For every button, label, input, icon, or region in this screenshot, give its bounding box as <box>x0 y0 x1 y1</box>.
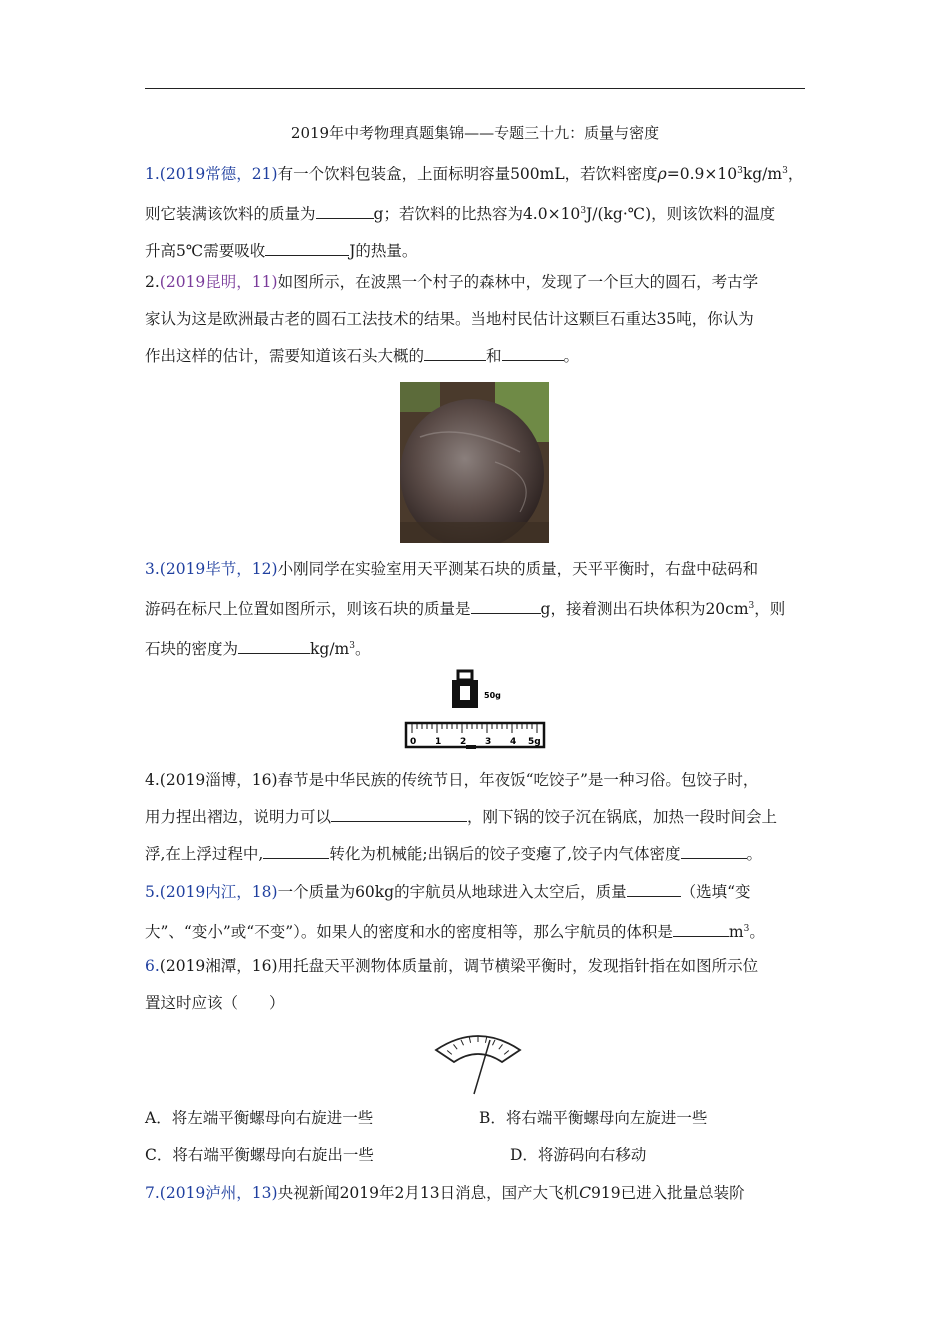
q4-number: 4. <box>145 771 160 789</box>
scale-label-0: 0 <box>410 737 417 747</box>
scale-label-3: 3 <box>485 737 492 747</box>
q1-source: (2019常德，21) <box>159 165 278 184</box>
question-4: 4.(2019淄博，16)春节是中华民族的传统节日，年夜饭“吃饺子”是一种习俗。包饺子时， 用力捏出褶边，说明力可以 ，刚下锅的饺子沉在锅底，加热一段时间会上 浮,在上浮过程中, 转化为机械能;出锅后的饺子变瘪了,饺子内气体密度 。 <box>145 771 778 863</box>
q6-source: (2019湘潭，16) <box>159 957 278 975</box>
q3-blank-mass[interactable] <box>471 599 541 614</box>
weight-label: 50g <box>484 691 501 700</box>
question-2: 2.(2019昆明，11)如图所示，在波黑一个村子的森林中，发现了一个巨大的圆石，考古学 家认为这是欧洲最古老的圆石工法技术的结果。当地村民估计这颗巨石重达35吨，你认为 作出这样的估计，需要知道该石头大概的 和 。 <box>145 273 759 365</box>
question-3: 3.(2019毕节，12)小刚同学在实验室用天平测某石块的质量，天平平衡时，右盘中砝码和 游码在标尺上位置如图所示，则该石块的质量是 g，接着测出石块体积为$20cm^3$，则 石块的密度为 $kg/m^3$。 <box>145 560 786 659</box>
question-5: 5.(2019内江，18)一个质量为60kg的宇航员从地球进入太空后，质量 （选填“变 大”、“变小”或“不变”）。如果人的密度和水的密度相等，那么宇航员的体积是 $m^3$。 <box>145 883 765 942</box>
scale-label-4: 4 <box>510 737 517 747</box>
q4-source: (2019淄博，16) <box>159 771 278 789</box>
q6-number: 6. <box>145 957 160 975</box>
scale-label-5: 5g <box>528 737 541 747</box>
q3-number: 3. <box>145 560 160 578</box>
dial-tick <box>453 1044 457 1049</box>
pointer-needle <box>474 1040 490 1094</box>
q4-blank-2[interactable] <box>263 844 329 859</box>
scale-label-2: 2 <box>460 737 467 747</box>
q1-number: 1. <box>145 165 160 184</box>
q4-blank-3[interactable] <box>681 844 747 859</box>
q3-blank-density[interactable] <box>238 639 310 654</box>
q2-number: 2. <box>145 273 160 291</box>
dial-tick <box>461 1040 464 1045</box>
q1-blank-mass[interactable] <box>316 204 374 219</box>
dial-tick <box>504 1051 509 1055</box>
option-c[interactable]: C．将右端平衡螺母向右旋出一些 <box>145 1146 374 1164</box>
weight-hook <box>458 671 472 680</box>
q2-source: (2019昆明，11) <box>159 273 278 291</box>
option-b[interactable]: B．将右端平衡螺母向左旋进一些 <box>479 1109 708 1127</box>
weight-and-scale-figure <box>400 668 550 752</box>
q2-blank-1[interactable] <box>424 346 486 361</box>
option-a[interactable]: A．将左端平衡螺母向右旋进一些 <box>145 1109 374 1127</box>
boulder-photo <box>400 382 549 543</box>
page-title: 2019年中考物理真题集锦——专题三十九：质量与密度 <box>290 124 660 142</box>
q5-source: (2019内江，18) <box>159 883 278 901</box>
q3-source: (2019毕节，12) <box>159 560 278 578</box>
balance-pointer-figure <box>432 1028 524 1096</box>
q7-source: (2019泸州，13) <box>159 1184 278 1202</box>
rider <box>466 745 476 749</box>
q7-number: 7. <box>145 1184 160 1202</box>
q5-blank-1[interactable] <box>627 882 681 897</box>
question-6: 6.(2019湘潭，16)用托盘天平测物体质量前，调节横梁平衡时，发现指针指在如图所示位 置这时应该（ ） <box>145 957 759 1012</box>
dial-tick <box>469 1037 470 1043</box>
scale-label-1: 1 <box>435 737 442 747</box>
question-7: 7.(2019泸州，13)央视新闻2019年2月13日消息，国产大飞机C919已进入批量总装阶 <box>145 1184 745 1202</box>
q5-blank-2[interactable] <box>673 922 729 937</box>
dial-tick <box>485 1037 486 1043</box>
header-rule <box>145 88 805 89</box>
dial-tick <box>447 1051 452 1055</box>
q2-blank-2[interactable] <box>502 346 564 361</box>
q4-blank-1[interactable] <box>331 807 467 822</box>
option-d[interactable]: D．将游码向右移动 <box>510 1146 647 1164</box>
dial-tick <box>499 1044 503 1049</box>
dial-tick <box>492 1040 495 1045</box>
q1-blank-heat[interactable] <box>265 241 349 256</box>
question-1: 1.(2019常德，21)有一个饮料包装盒，上面标明容量500mL，若饮料密度$\rho=0.9\times 10^3kg/m^3$， 则它装满该饮料的质量为 g；若饮料的比热容为$4.0\times 10^3J/(kg\cdot℃)$，则该饮料的温度 升高5℃需要吸收 J的热量。 <box>145 165 804 261</box>
q5-number: 5. <box>145 883 160 901</box>
